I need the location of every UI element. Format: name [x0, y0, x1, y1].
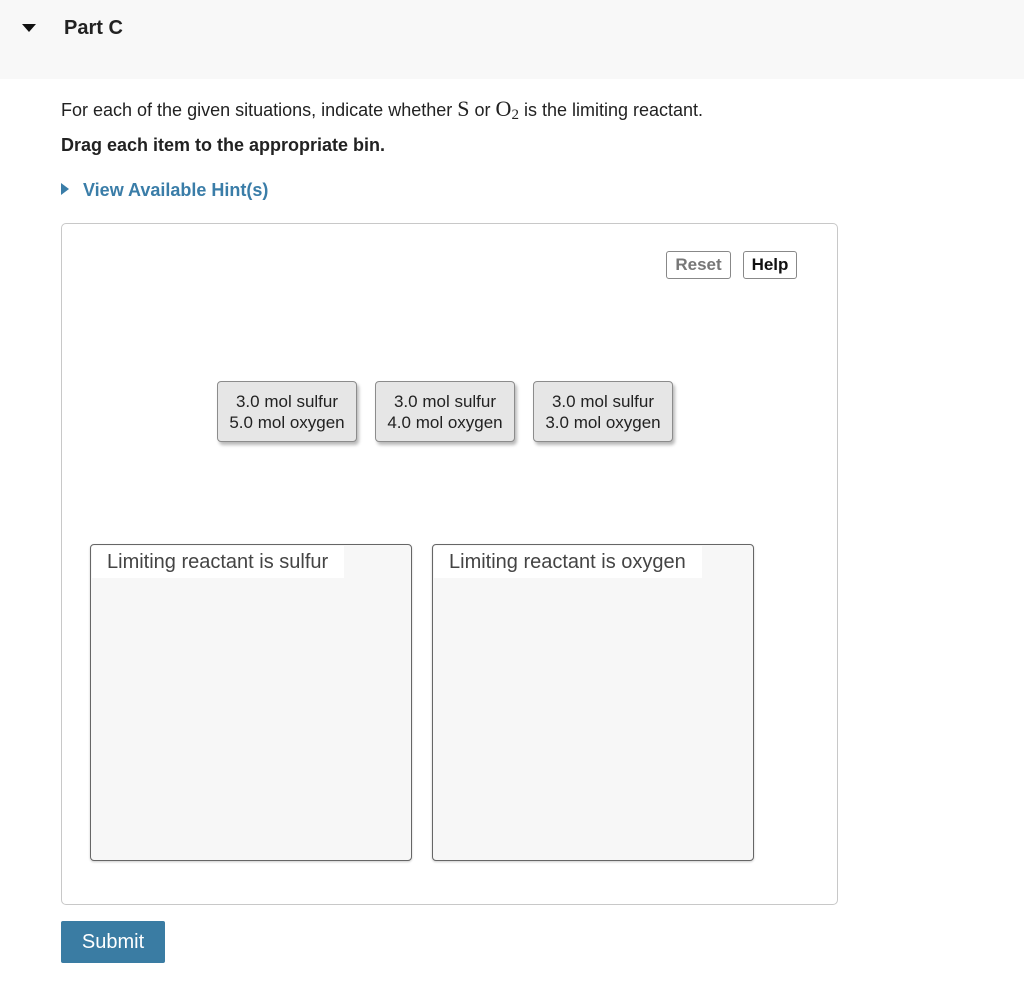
question-prompt — [61, 96, 703, 124]
sulfur-symbol: S — [457, 96, 470, 121]
prompt-text-end: is the limiting reactant. — [523, 100, 704, 120]
drag-item-2[interactable] — [375, 381, 515, 442]
part-header[interactable] — [0, 0, 1024, 79]
bin-label: Limiting reactant is oxygen — [434, 546, 702, 578]
drag-item-sulfur-text: 3.0 mol sulfur — [235, 391, 339, 411]
part-title: Part C — [64, 17, 123, 39]
drag-item-1[interactable] — [217, 381, 357, 442]
view-hints-label: View Available Hint(s) — [83, 180, 269, 200]
drag-item-oxygen-text: 5.0 mol oxygen — [229, 412, 345, 432]
instruction-text: Drag each item to the appropriate bin. — [61, 135, 386, 155]
oxygen-symbol: $O_2$ — [495, 96, 519, 123]
drag-drop-workspace — [61, 223, 838, 905]
drag-item-sulfur-text: 3.0 mol sulfur — [551, 391, 655, 411]
caret-down-icon[interactable] — [22, 24, 36, 32]
prompt-text-start: For each of the given situations, indicate whether — [61, 100, 453, 120]
submit-button[interactable]: Submit — [61, 921, 165, 963]
prompt-or: or — [474, 100, 491, 120]
bin-label: Limiting reactant is sulfur — [92, 546, 344, 578]
reset-button[interactable]: Reset — [666, 251, 731, 279]
drag-item-oxygen-text: 3.0 mol oxygen — [545, 412, 661, 432]
drag-item-sulfur-text: 3.0 mol sulfur — [393, 391, 497, 411]
view-hints-link[interactable] — [61, 180, 268, 201]
bin-limiting-sulfur[interactable] — [90, 544, 412, 861]
help-button[interactable]: Help — [743, 251, 797, 279]
drag-item-oxygen-text: 4.0 mol oxygen — [387, 412, 503, 432]
bin-limiting-oxygen[interactable] — [432, 544, 754, 861]
drag-item-3[interactable] — [533, 381, 673, 442]
caret-right-icon — [61, 183, 69, 195]
